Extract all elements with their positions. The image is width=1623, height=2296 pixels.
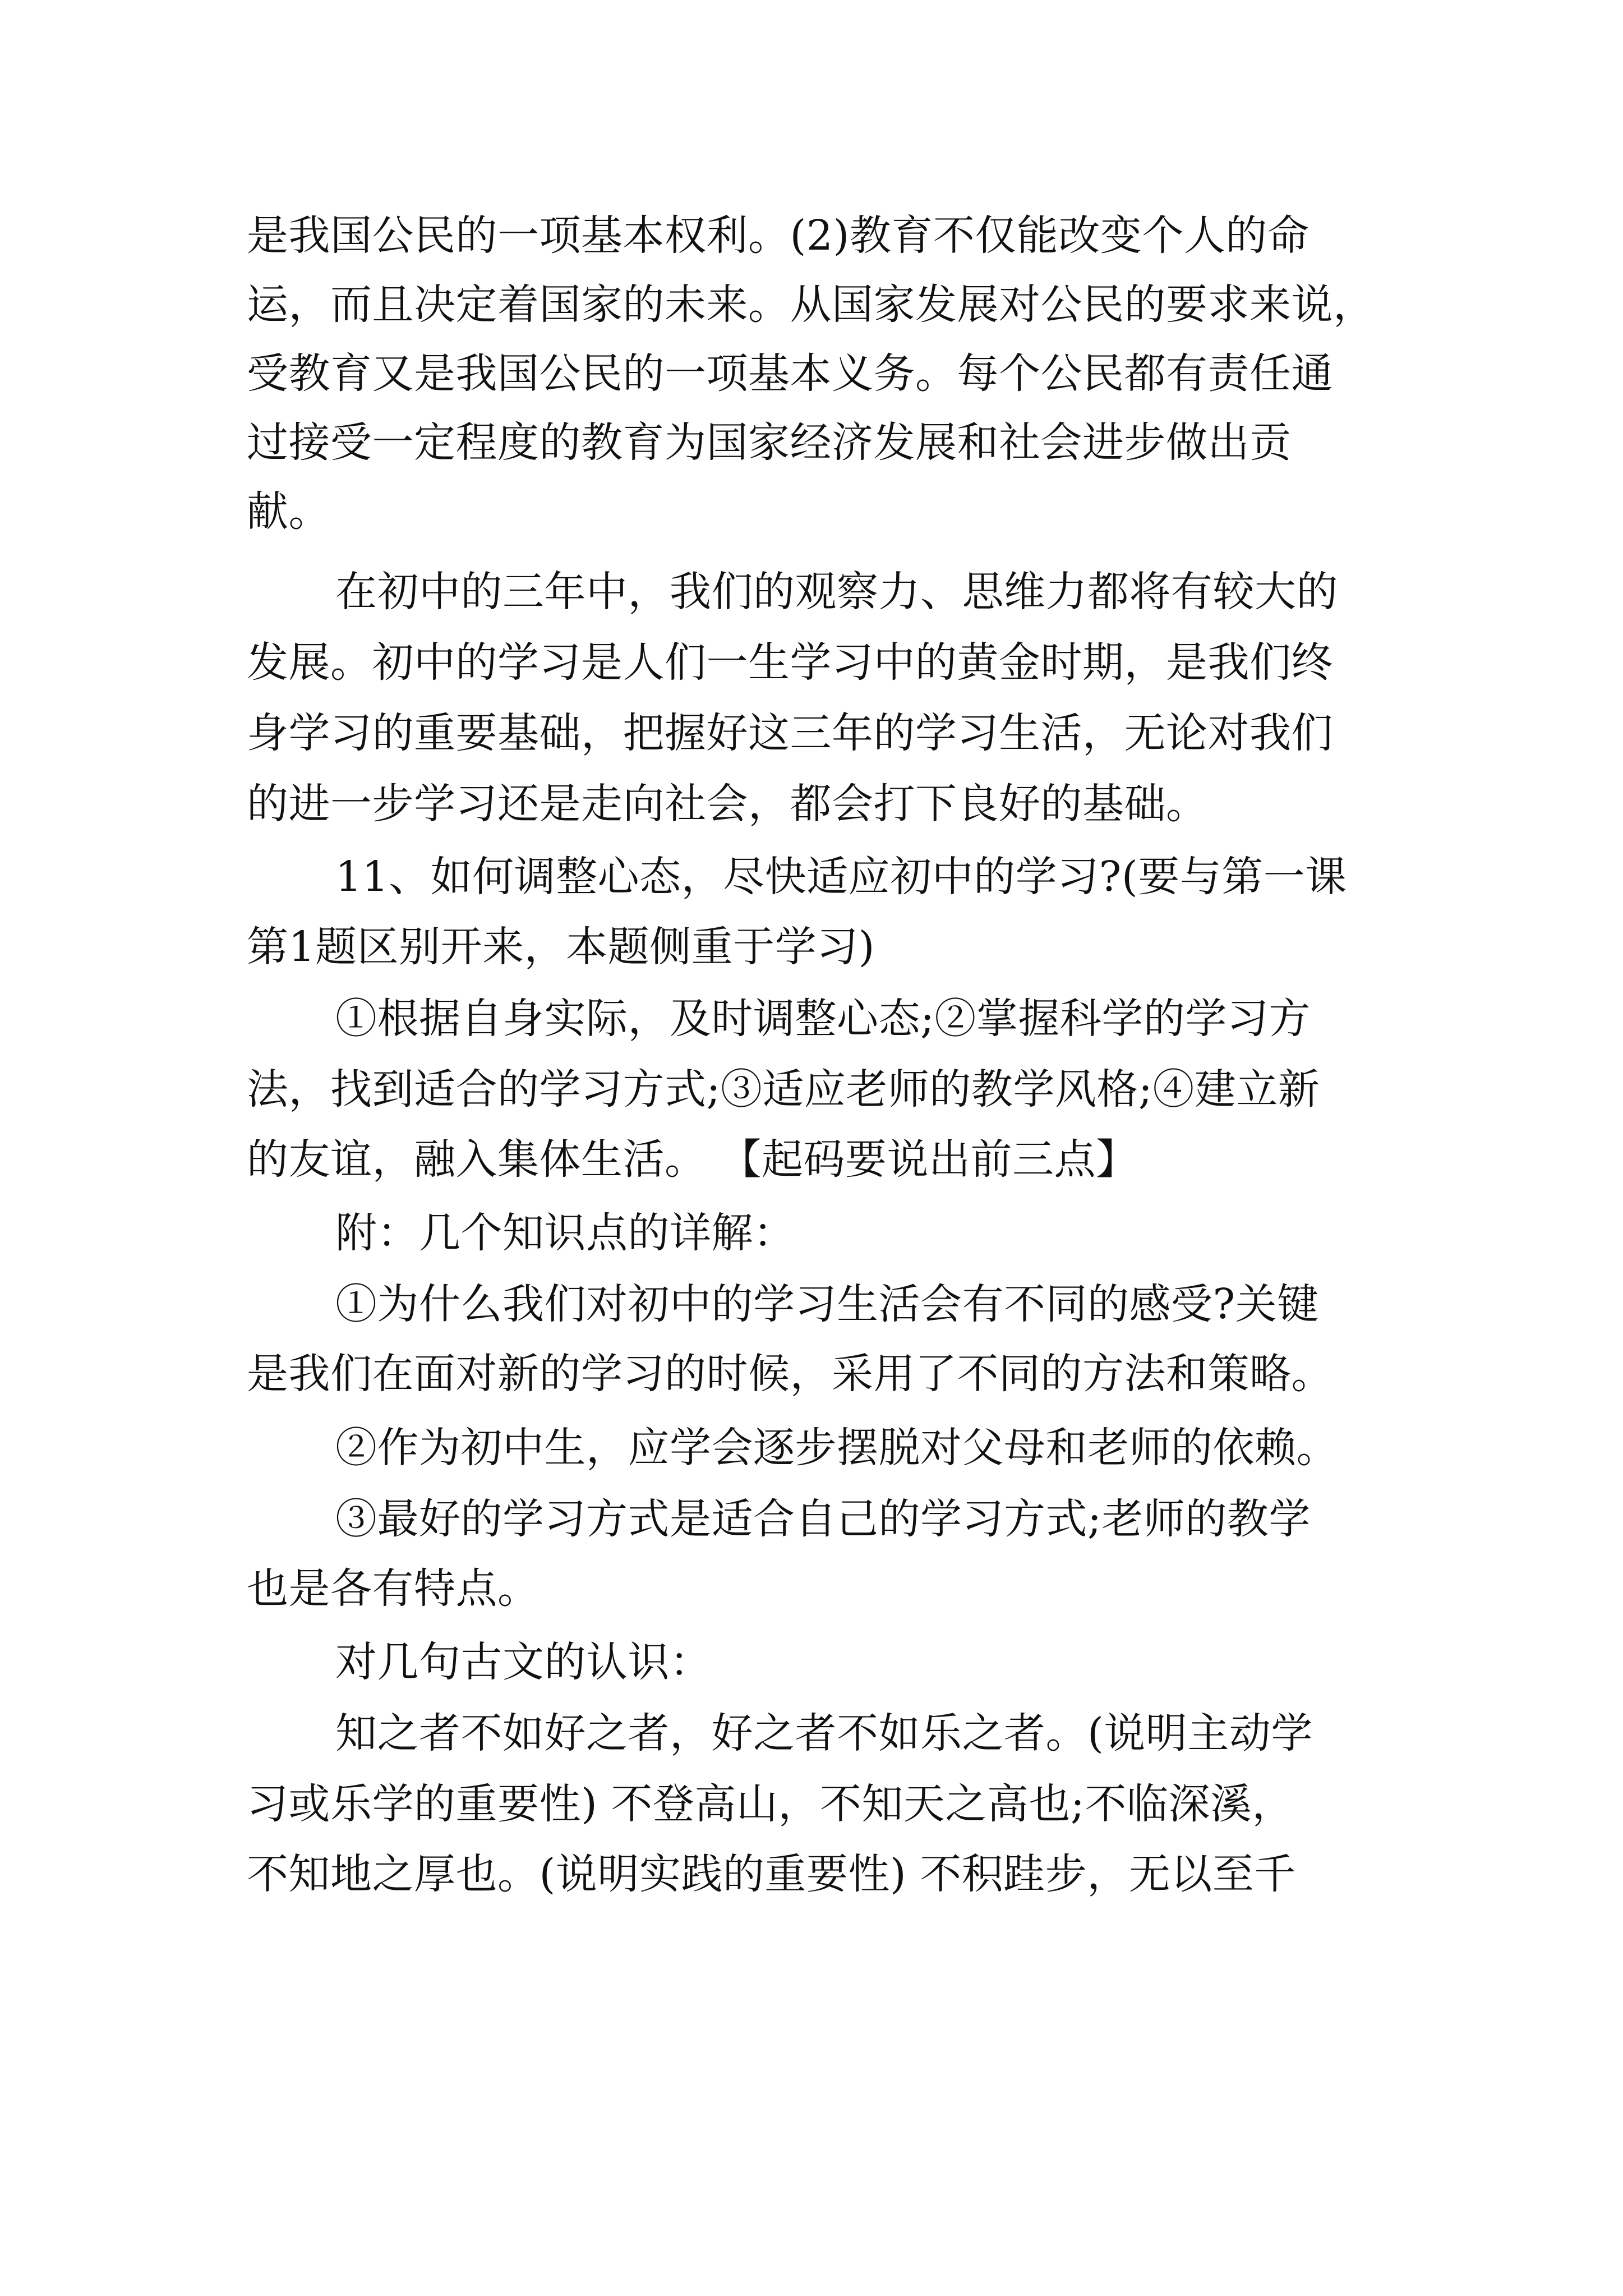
answer-11-line-3: 的友谊，融入集体生活。 【起码要说出前三点】 [247,1135,1138,1184]
appendix-point-3-line-2: 也是各有特点。 [247,1565,540,1613]
paragraph-1-line-5: 献。 [247,487,330,536]
classical-text-line-2: 习或乐学的重要性) 不登高山，不知天之高也;不临深溪， [247,1780,1294,1828]
paragraph-1-line-1: 是我国公民的一项基本权利。(2)教育不仅能改变个人的命 [247,211,1310,260]
appendix-point-2: ②作为初中生，应学会逐步摆脱对父母和老师的依赖。 [335,1424,1338,1472]
question-11-line-1: 11、如何调整心态，尽快适应初中的学习?(要与第一课 [335,853,1347,901]
answer-11-line-1: ①根据自身实际，及时调整心态;②掌握科学的学习方 [335,995,1311,1043]
paragraph-2-line-3: 身学习的重要基础，把握好这三年的学习生活，无论对我们 [247,709,1333,757]
paragraph-2-line-2: 发展。初中的学习是人们一生学习中的黄金时期，是我们终 [247,638,1333,687]
answer-11-line-2: 法，找到适合的学习方式;③适应老师的教学风格;④建立新 [247,1065,1320,1114]
appendix-point-1-line-2: 是我们在面对新的学习的时候，采用了不同的方法和策略。 [247,1350,1333,1398]
question-11-line-2: 第1题区别开来，本题侧重于学习) [247,923,875,971]
paragraph-1-line-3: 受教育又是我国公民的一项基本义务。每个公民都有责任通 [247,349,1333,398]
classical-text-heading: 对几句古文的认识： [335,1638,712,1686]
paragraph-2-line-1: 在初中的三年中，我们的观察力、思维力都将有较大的 [335,568,1338,616]
paragraph-1-line-2: 运，而且决定着国家的未来。从国家发展对公民的要求来说， [247,280,1375,329]
appendix-heading: 附：几个知识点的详解： [335,1209,795,1257]
appendix-point-3-line-1: ③最好的学习方式是适合自己的学习方式;老师的教学 [335,1495,1311,1543]
classical-text-line-1: 知之者不如好之者，好之者不如乐之者。(说明主动学 [335,1709,1313,1757]
paragraph-2-line-4: 的进一步学习还是走向社会，都会打下良好的基础。 [247,780,1208,828]
paragraph-1-line-4: 过接受一定程度的教育为国家经济发展和社会进步做出贡 [247,418,1292,467]
appendix-point-1-line-1: ①为什么我们对初中的学习生活会有不同的感受?关键 [335,1280,1319,1328]
classical-text-line-3: 不知地之厚也。(说明实践的重要性) 不积跬步，无以至千 [247,1850,1296,1898]
